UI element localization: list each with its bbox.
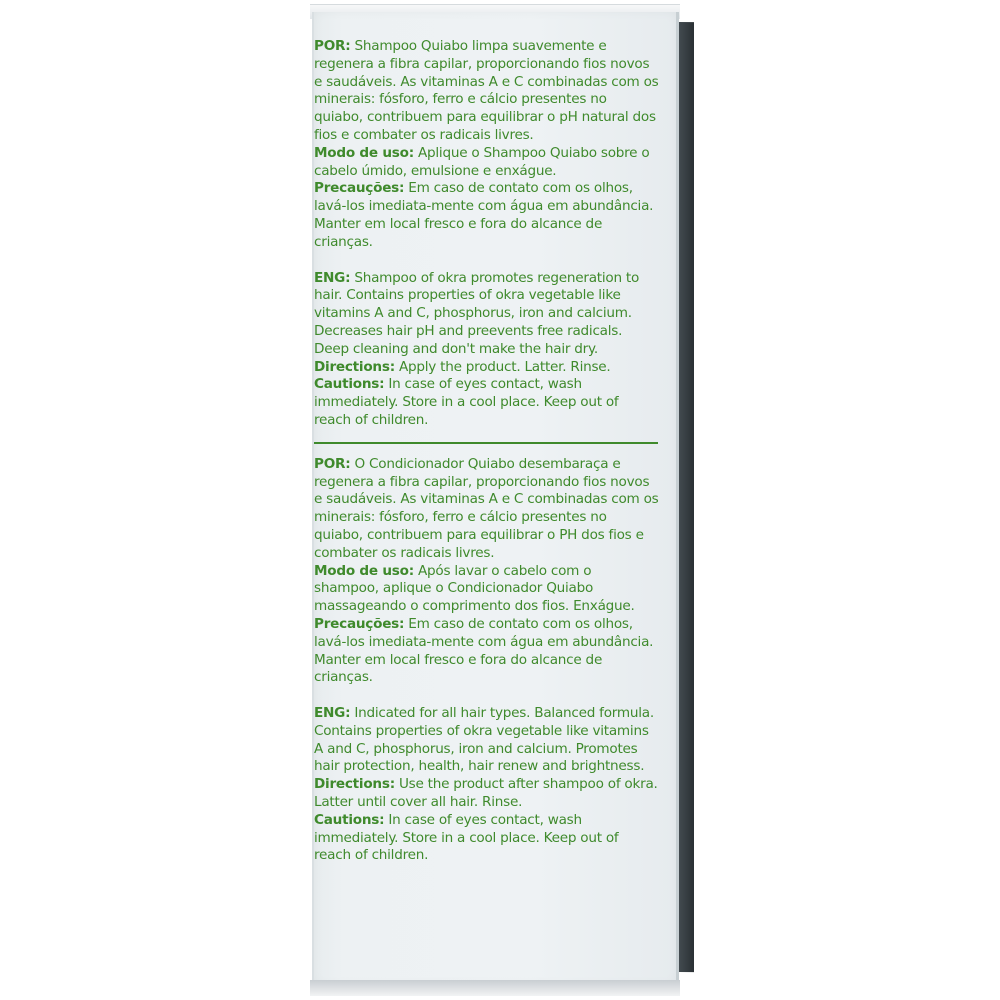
shampoo-section — [314, 38, 659, 430]
conditioner-usage-paragraph — [314, 563, 659, 616]
shampoo-por-text: Shampoo Quiabo limpa suavemente e regenera a fibra capilar, proporcionando fios novos e saudáveis. As vitaminas A e C combinadas com os minerais: fósforo, ferro e cálcio presentes no quiabo, contribuem para equilibrar o pH natural dos fios e combater os radicais livres. — [314, 38, 659, 143]
conditioner-usage-text: Após lavar o cabelo com o shampoo, aplique o Condicionador Quiabo massageando o comprimento dos fios. Enxágue. — [314, 562, 635, 615]
conditioner-cautions-eng-paragraph — [314, 812, 659, 865]
shampoo-usage-text: Aplique o Shampoo Quiabo sobre o cabelo úmido, emulsione e enxágue. — [314, 144, 650, 179]
conditioner-por-paragraph — [314, 456, 659, 563]
conditioner-cautions-eng-text: In case of eyes contact, wash immediately. Store in a cool place. Keep out of reach of children. — [314, 811, 619, 864]
conditioner-por-text: O Condicionador Quiabo desembaraça e regenera a fibra capilar, proporcionando fios novos e saudáveis. As vitaminas A e C combinadas com os minerais: fósforo, ferro e cálcio presentes no quiabo, contribuem para equilibrar o PH dos fios e combater os radicais livres. — [314, 455, 659, 561]
shampoo-directions-label: Directions: — [314, 358, 395, 375]
conditioner-cautions-eng-label: Cautions: — [314, 811, 385, 828]
conditioner-cautions-por-label: Precauções: — [314, 615, 405, 632]
shampoo-cautions-eng-text: In case of eyes contact, wash immediately. Store in a cool place. Keep out of reach of children. — [314, 376, 619, 428]
conditioner-section — [314, 456, 659, 866]
shampoo-usage-label: Modo de uso: — [314, 144, 414, 161]
conditioner-eng-text: Indicated for all hair types. Balanced formula. Contains properties of okra vegetable like vitamins A and C, phosphorus, iron and calcium. Promotes hair protection, health, hair renew and brightness. — [314, 705, 654, 775]
spacer — [314, 252, 659, 270]
conditioner-cautions-por-paragraph — [314, 616, 659, 687]
shampoo-cautions-eng-paragraph — [314, 376, 659, 429]
spacer — [314, 687, 659, 705]
conditioner-cautions-por-text: Em caso de contato com os olhos, lavá-los imediata-mente com água em abundância. Manter em local fresco e fora do alcance de crianças. — [314, 615, 654, 686]
shampoo-cautions-por-label: Precauções: — [314, 180, 405, 197]
shampoo-eng-paragraph — [314, 270, 659, 359]
shampoo-eng-label: ENG: — [314, 269, 351, 286]
shampoo-cautions-eng-label: Cautions: — [314, 376, 385, 393]
shampoo-cautions-por-paragraph — [314, 180, 659, 251]
label-text-panel — [314, 38, 659, 865]
conditioner-directions-text: Use the product after shampoo of okra. Latter until cover all hair. Rinse. — [314, 776, 658, 811]
spacer — [314, 430, 659, 442]
shampoo-usage-paragraph — [314, 145, 659, 181]
shampoo-eng-text: Shampoo of okra promotes regeneration to hair. Contains properties of okra vegetable like vitamins A and C, phosphorus, iron and calcium. Decreases hair pH and preevents free radicals. Deep cleaning and don't make the hair dry. — [314, 269, 640, 357]
shampoo-directions-text: Apply the product. Latter. Rinse. — [394, 358, 611, 375]
conditioner-directions-paragraph — [314, 776, 659, 812]
shampoo-por-paragraph — [314, 38, 659, 145]
box-bottom-edge — [310, 980, 680, 996]
shampoo-por-label: POR: — [314, 38, 351, 54]
conditioner-eng-paragraph — [314, 705, 659, 776]
conditioner-directions-label: Directions: — [314, 776, 395, 793]
conditioner-por-label: POR: — [314, 455, 351, 472]
shampoo-directions-paragraph — [314, 359, 659, 377]
shampoo-cautions-por-text: Em caso de contato com os olhos, lavá-los imediata-mente com água em abundância. Manter em local fresco e fora do alcance de crianças. — [314, 180, 654, 250]
conditioner-eng-label: ENG: — [314, 705, 351, 722]
section-divider — [314, 442, 658, 444]
conditioner-usage-label: Modo de uso: — [314, 562, 414, 579]
